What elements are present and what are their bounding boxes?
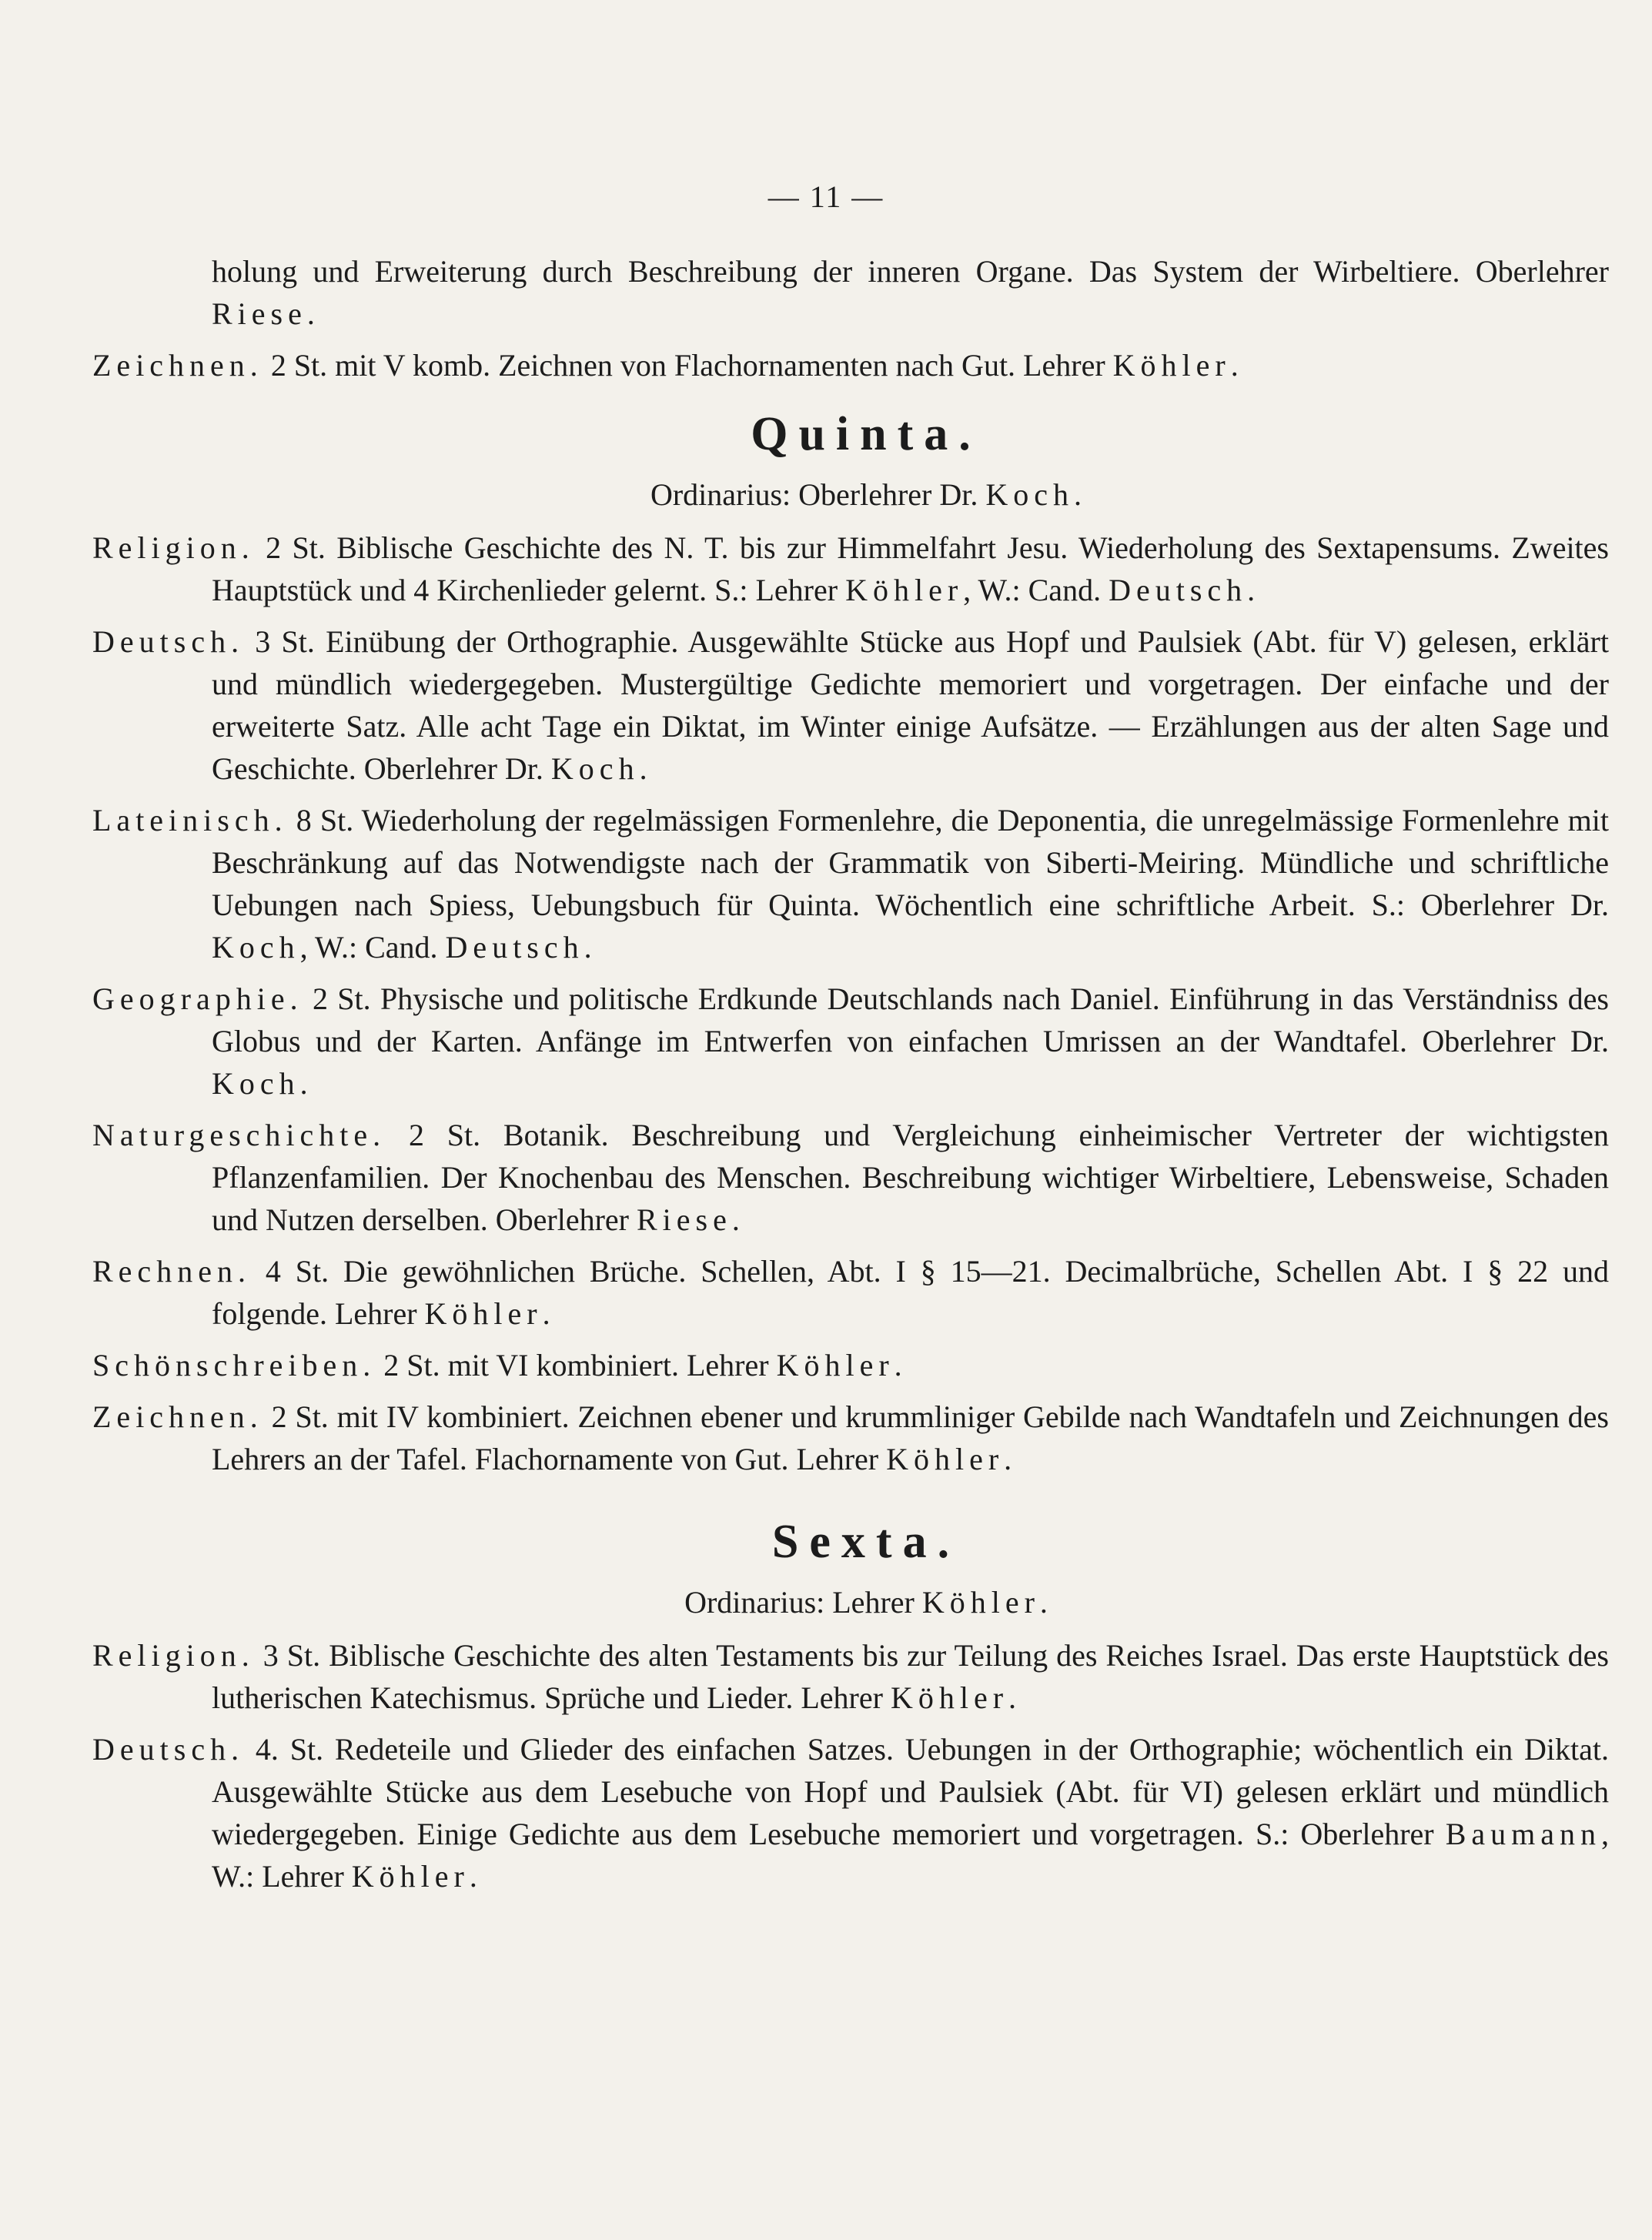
page-content	[92, 250, 1609, 1897]
entry-quinta-geographie: Geographie. 2 St. Physische und politische Erdkunde Deutschlands nach Daniel. Einführung in das Verständniss des Globus und der Karten. Anfänge im Entwerfen von einfachen Umrissen an der Wandtafel. Oberlehrer Dr. Koch.	[92, 981, 1609, 1101]
subject-label: Deutsch.	[92, 1732, 245, 1767]
subject-label: Lateinisch.	[92, 803, 288, 837]
section-heading-sexta: Sexta.	[771, 1516, 961, 1568]
subject-label: Religion.	[92, 1638, 255, 1673]
entry-quinta-religion: Religion. 2 St. Biblische Geschichte des N. T. bis zur Himmelfahrt Jesu. Wiederholung des Sextapensums. Zweites Hauptstück und 4 Kirchenlieder gelernt. S.: Lehrer Köhler, W.: Cand. Deutsch.	[92, 530, 1609, 607]
subject-label: Schönschreiben.	[92, 1348, 376, 1382]
subject-label: Naturgeschichte.	[92, 1118, 386, 1152]
teacher-name: Köhler	[1112, 348, 1231, 383]
teacher-name: Riese	[212, 296, 307, 331]
subject-label: Zeichnen.	[92, 1399, 263, 1434]
entry-quinta-schoenschreiben: Schönschreiben. 2 St. mit VI kombiniert. Lehrer Köhler.	[92, 1348, 902, 1382]
entry-sexta-deutsch: Deutsch. 4. St. Redeteile und Glieder des einfachen Satzes. Uebungen in der Orthographie; wöchentlich ein Diktat. Ausgewählte Stücke aus dem Lesebuche von Hopf und Paulsiek (Abt. für VI) gelesen erklärt und mündlich wiedergegeben. Einige Gedichte aus dem Lesebuche memoriert und vorgetragen. S.: Oberlehrer Baumann, W.: Lehrer Köhler.	[92, 1732, 1609, 1894]
subject-label: Deutsch.	[92, 624, 245, 659]
ordinarius-quinta: Ordinarius: Oberlehrer Dr. Koch.	[650, 477, 1082, 512]
entry-sexta-religion: Religion. 3 St. Biblische Geschichte des alten Testaments bis zur Teilung des Reiches Israel. Das erste Hauptstück des lutherischen Katechismus. Sprüche und Lieder. Lehrer Köhler.	[92, 1638, 1609, 1715]
entry-quinta-naturgeschichte: Naturgeschichte. 2 St. Botanik. Beschreibung und Vergleichung einheimischer Vertreter der wichtigsten Pflanzenfamilien. Der Knochenbau des Menschen. Beschreibung wichtiger Wirbeltiere, Lebensweise, Schaden und Nutzen derselben. Oberlehrer Riese.	[92, 1118, 1609, 1237]
subject-label: Rechnen.	[92, 1254, 251, 1289]
section-heading-quinta: Quinta.	[751, 408, 982, 460]
entry-quinta-rechnen: Rechnen. 4 St. Die gewöhnlichen Brüche. Schellen, Abt. I § 15—21. Decimalbrüche, Schellen Abt. I § 22 und folgende. Lehrer Köhler.	[92, 1254, 1609, 1331]
subject-label: Zeichnen.	[92, 348, 263, 383]
intro-continuation: holung und Erweiterung durch Beschreibung der inneren Organe. Das System der Wirbeltiere. Oberlehrer Riese.	[212, 254, 1609, 331]
subject-label: Geographie.	[92, 981, 303, 1016]
entry-zeichnen-top: Zeichnen. 2 St. mit V komb. Zeichnen von Flachornamenten nach Gut. Lehrer Köhler.	[92, 348, 1239, 383]
page-number: — 11 —	[767, 179, 885, 214]
subject-label: Religion.	[92, 530, 255, 565]
entry-quinta-deutsch: Deutsch. 3 St. Einübung der Orthographie. Ausgewählte Stücke aus Hopf und Paulsiek (Abt. für V) gelesen, erklärt und mündlich wiedergegeben. Mustergültige Gedichte memoriert und vorgetragen. Der einfache und der erweiterte Satz. Alle acht Tage ein Diktat, im Winter einige Aufsätze. — Erzählungen aus der alten Sage und Geschichte. Oberlehrer Dr. Koch.	[92, 624, 1609, 786]
entry-quinta-zeichnen: Zeichnen. 2 St. mit IV kombiniert. Zeichnen ebener und krummliniger Gebilde nach Wandtafeln und Zeichnungen des Lehrers an der Tafel. Flachornamente von Gut. Lehrer Köhler.	[92, 1399, 1609, 1476]
entry-quinta-lateinisch: Lateinisch. 8 St. Wiederholung der regelmässigen Formenlehre, die Deponentia, die unregelmässige Formenlehre mit Beschränkung auf das Notwendigste nach der Grammatik von Siberti-Meiring. Mündliche und schriftliche Uebungen nach Spiess, Uebungsbuch für Quinta. Wöchentlich eine schriftliche Arbeit. S.: Oberlehrer Dr. Koch, W.: Cand. Deutsch.	[92, 803, 1609, 965]
ordinarius-sexta: Ordinarius: Lehrer Köhler.	[684, 1585, 1048, 1620]
